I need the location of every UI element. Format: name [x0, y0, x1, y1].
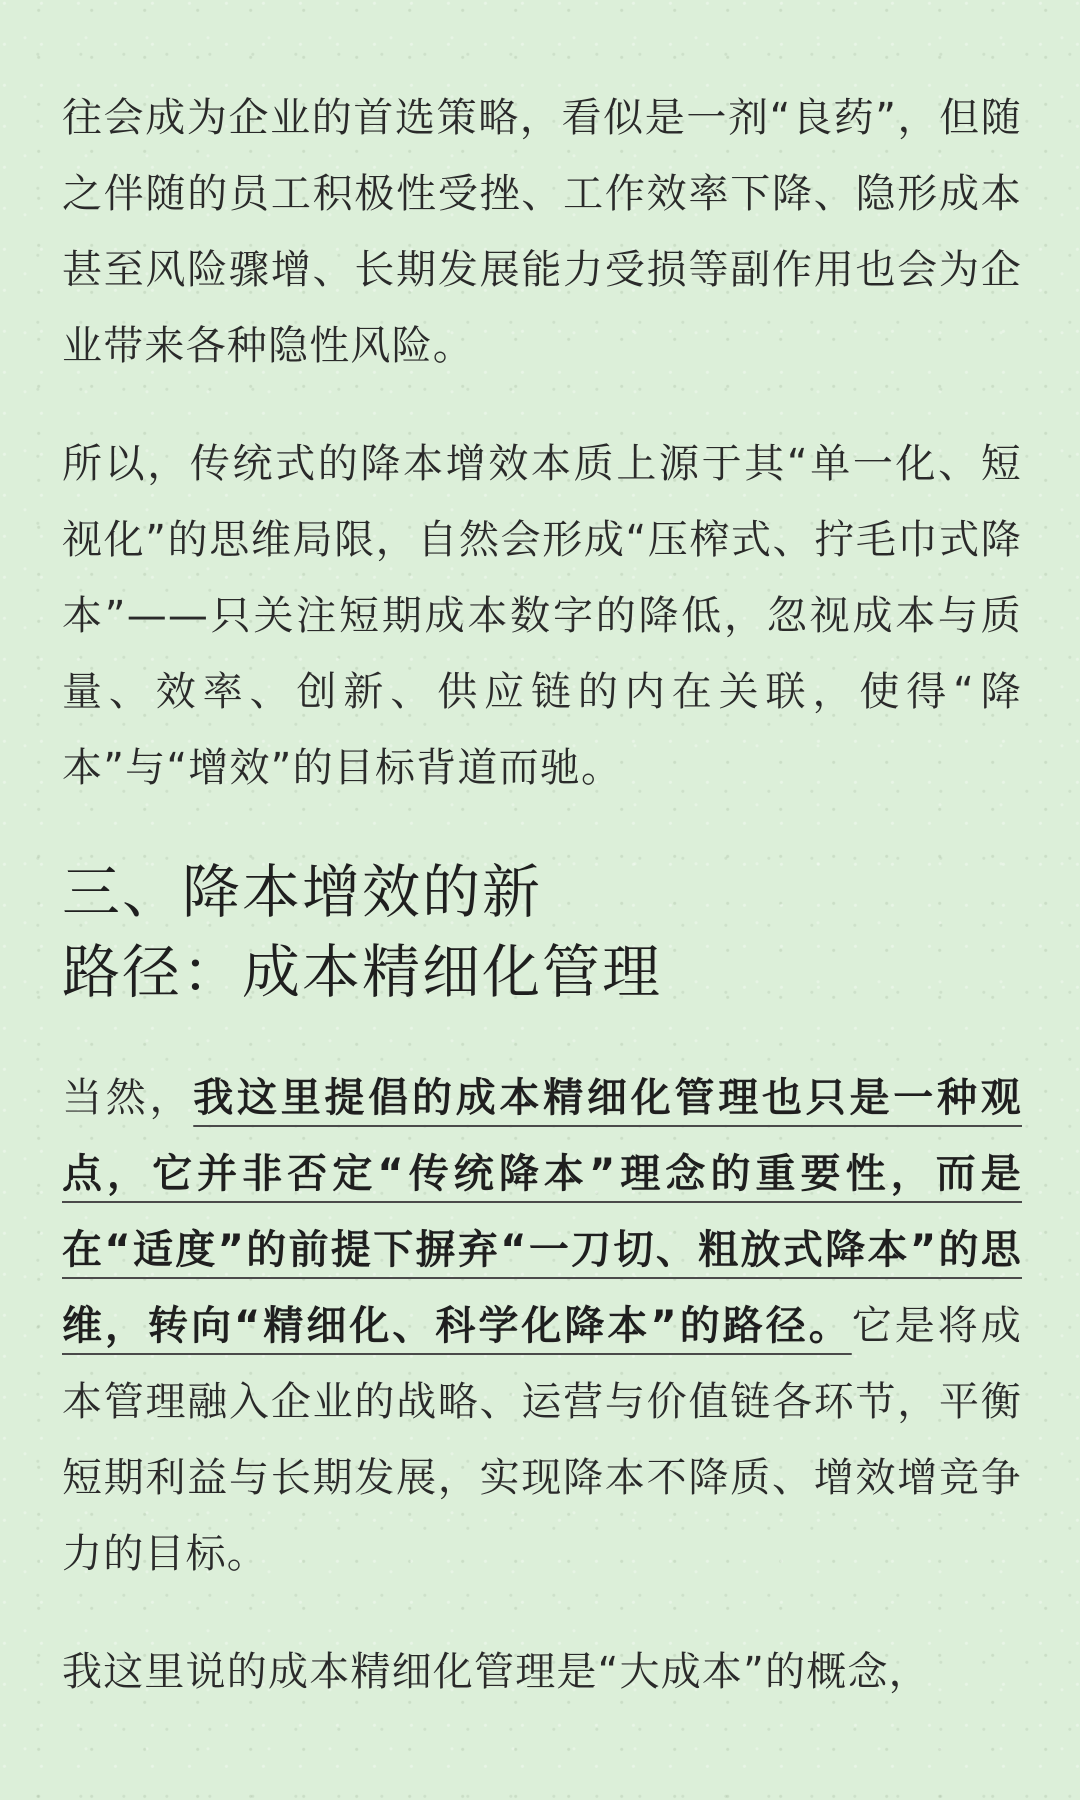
emphasized-text: 我这里提倡的成本精细化管理也只是一种观点，它并非否定“传统降本”理念的重要性，而是在“适度”的前提下摒弃“一刀切、粗放式降本”的思维，转向“精细化、科学化降本”的路径。: [62, 1075, 1022, 1349]
paragraph-lead-text: 当然，: [62, 1075, 194, 1121]
paragraph-rest-text: 它是将成本管理融入企业的战略、运营与价值链各环节，平衡短期利益与长期发展，实现降本不降质、增效增竞争力的目标。: [62, 1303, 1022, 1577]
paragraph-traditional-cost-cutting: 所以，传统式的降本增效本质上源于其“单一化、短视化”的思维局限，自然会形成“压榨式、拧毛巾式降本”——只关注短期成本数字的降低，忽视成本与质量、效率、创新、供应链的内在关联，使得“降本”与“增效”的目标背道而驰。: [62, 441, 1022, 791]
section-heading: [62, 852, 1022, 1012]
article-body: [62, 80, 1022, 1710]
section-heading-line-1: 三、降本增效的新: [62, 858, 543, 926]
paragraph-side-effects: 往会成为企业的首选策略，看似是一剂“良药”，但随之伴随的员工积极性受挫、工作效率下降、隐形成本甚至风险骤增、长期发展能力受损等副作用也会为企业带来各种隐性风险。: [62, 95, 1022, 369]
paragraph-refined-cost-management: [62, 1060, 1022, 1592]
paragraph-big-cost-concept: 我这里说的成本精细化管理是“大成本”的概念，: [62, 1649, 930, 1695]
section-heading-line-2: 路径：成本精细化管理: [62, 938, 663, 1006]
